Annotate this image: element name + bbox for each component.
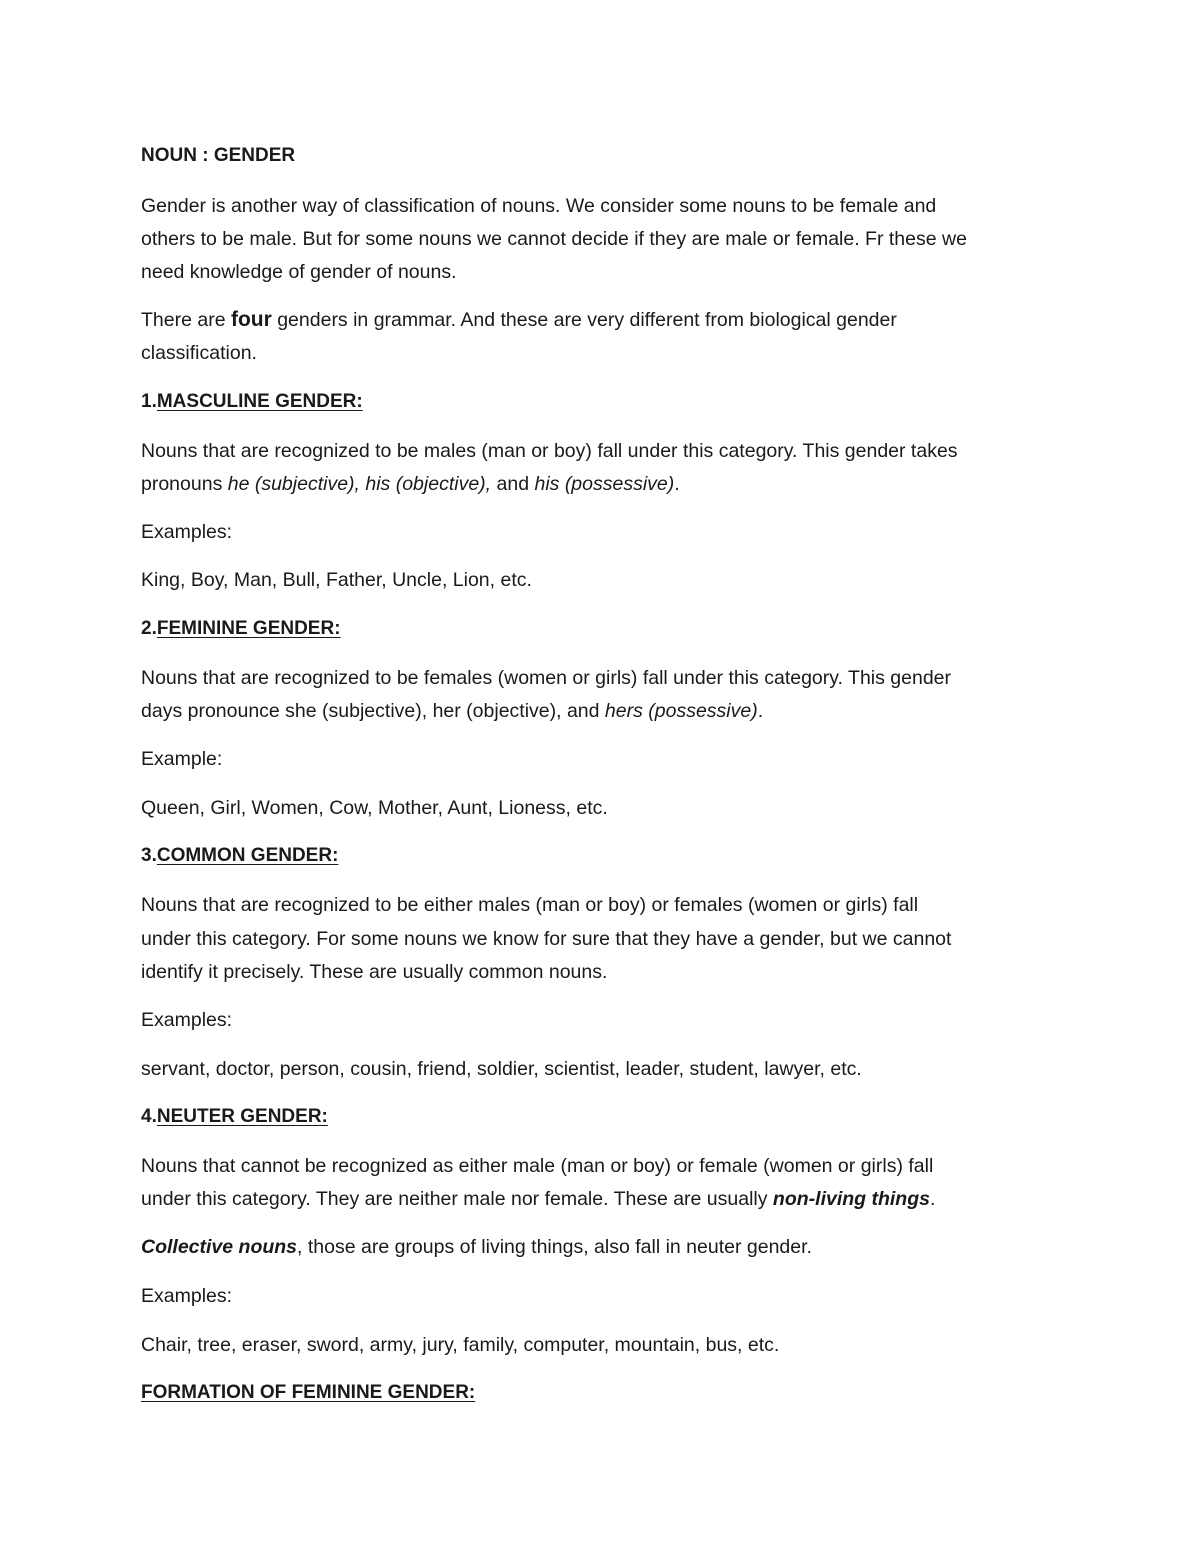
- masculine-pronouns-2: his (possessive): [534, 473, 675, 495]
- masculine-heading-text: MASCULINE GENDER:: [156, 391, 363, 412]
- masculine-line-2-mid: and: [491, 473, 535, 495]
- neuter-examples-label: Examples:: [141, 1285, 233, 1307]
- intro-line-3: need knowledge of gender of nouns.: [141, 261, 457, 283]
- four-genders-line-2: classification.: [141, 342, 257, 364]
- neuter-line-2: [141, 1186, 935, 1212]
- feminine-number: 2.: [141, 618, 157, 639]
- feminine-line-2: [141, 698, 763, 724]
- feminine-pronoun-italic: hers (possessive): [604, 700, 758, 722]
- masculine-pronouns-1: he (subjective), his (objective),: [227, 473, 492, 495]
- feminine-line-1: Nouns that are recognized to be females (women or girls) fall under this category. This gender: [141, 667, 952, 689]
- formation-heading: FORMATION OF FEMININE GENDER:: [141, 1382, 476, 1403]
- intro-line-2: others to be male. But for some nouns we cannot decide if they are male or female. Fr these we: [141, 228, 967, 250]
- feminine-examples: Queen, Girl, Women, Cow, Mother, Aunt, Lioness, etc.: [141, 797, 608, 819]
- masculine-number: 1.: [141, 391, 157, 412]
- page-title: NOUN : GENDER: [141, 145, 296, 166]
- four-genders-line: [141, 307, 897, 333]
- common-examples: servant, doctor, person, cousin, friend, soldier, scientist, leader, student, lawyer, etc.: [141, 1058, 862, 1080]
- feminine-line-2-pre: days pronounce she (subjective), her (objective), and: [141, 700, 605, 722]
- collective-nouns-emphasis: Collective nouns: [141, 1236, 298, 1258]
- common-line-1: Nouns that are recognized to be either males (man or boy) or females (women or girls) fall: [141, 894, 919, 916]
- intro-line-1: Gender is another way of classification of nouns. We consider some nouns to be female and: [141, 195, 937, 217]
- four-post: genders in grammar. And these are very different from biological gender: [271, 309, 897, 331]
- common-number: 3.: [141, 845, 157, 866]
- feminine-examples-label: Example:: [141, 748, 223, 770]
- neuter-line-2-end: .: [929, 1188, 936, 1210]
- common-heading-text: COMMON GENDER:: [156, 845, 339, 866]
- masculine-examples-label: Examples:: [141, 521, 233, 543]
- feminine-heading-text: FEMININE GENDER:: [156, 618, 341, 639]
- collective-nouns-rest: , those are groups of living things, also fall in neuter gender.: [297, 1236, 812, 1258]
- common-line-3: identify it precisely. These are usually common nouns.: [141, 961, 608, 983]
- feminine-heading: [141, 616, 341, 642]
- masculine-examples: King, Boy, Man, Bull, Father, Uncle, Lion, etc.: [141, 569, 532, 591]
- masculine-line-2: [141, 471, 680, 497]
- neuter-line-2-pre: under this category. They are neither male nor female. These are usually: [141, 1188, 773, 1210]
- masculine-heading: [141, 389, 363, 415]
- common-examples-label: Examples:: [141, 1009, 233, 1031]
- four-pre: There are: [141, 309, 231, 331]
- masculine-line-2-pre: pronouns: [141, 473, 228, 495]
- common-heading: [141, 843, 338, 869]
- masculine-line-2-end: .: [674, 473, 680, 495]
- neuter-heading: [141, 1104, 328, 1130]
- neuter-examples: Chair, tree, eraser, sword, army, jury, family, computer, mountain, bus, etc.: [141, 1334, 780, 1356]
- four-emphasis: four: [230, 308, 272, 331]
- common-line-2: under this category. For some nouns we know for sure that they have a gender, but we cannot: [141, 928, 952, 950]
- neuter-line-1: Nouns that cannot be recognized as either male (man or boy) or female (women or girls) fall: [141, 1155, 934, 1177]
- neuter-collective-line: [141, 1234, 812, 1260]
- feminine-line-2-end: .: [757, 700, 764, 722]
- neuter-non-living-emphasis: non-living things: [772, 1188, 930, 1210]
- neuter-heading-text: NEUTER GENDER:: [156, 1106, 328, 1127]
- neuter-number: 4.: [141, 1106, 157, 1127]
- masculine-line-1: Nouns that are recognized to be males (man or boy) fall under this category. This gender takes: [141, 440, 958, 462]
